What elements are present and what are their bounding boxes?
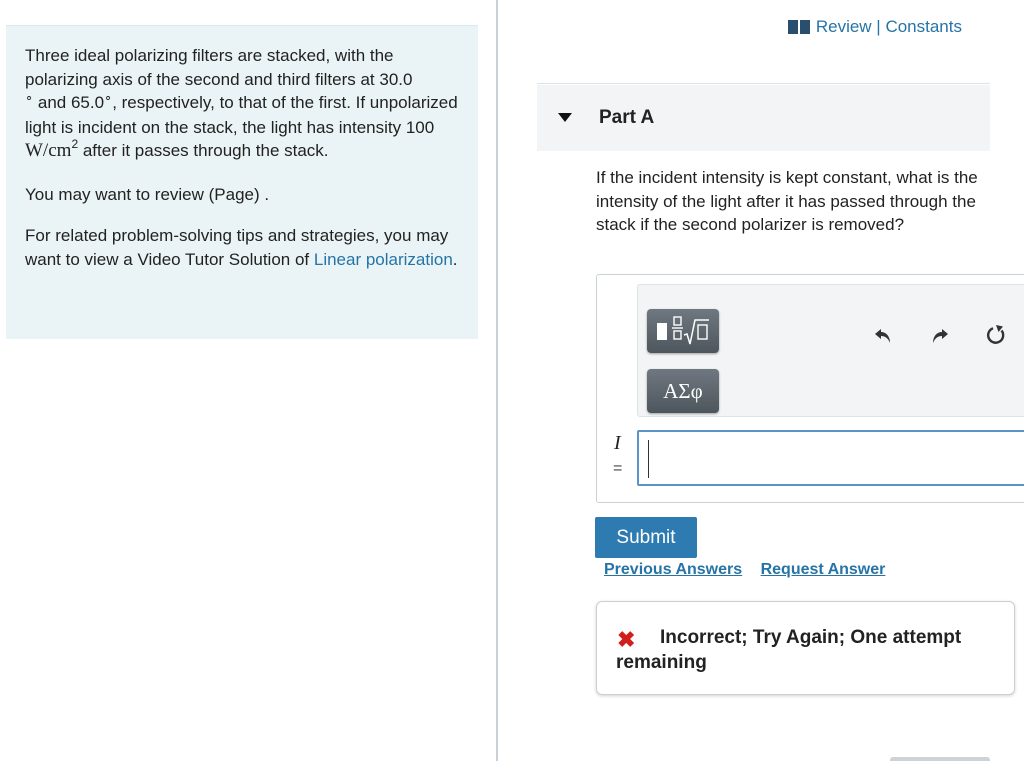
- answer-variable: I: [614, 432, 621, 454]
- answer-box: [596, 274, 1024, 503]
- offscreen-button-edge: [890, 757, 990, 761]
- submit-button[interactable]: Submit: [595, 517, 697, 558]
- problem-text: and 65.0: [33, 93, 105, 112]
- tips-end: .: [452, 249, 458, 269]
- template-button[interactable]: [647, 309, 719, 353]
- reset-icon[interactable]: [984, 323, 1008, 347]
- problem-panel: [6, 25, 478, 339]
- degree-symbol: ∘: [25, 90, 34, 105]
- unit-exponent: 2: [71, 137, 79, 151]
- template-icon: [657, 316, 710, 346]
- collapse-caret-icon[interactable]: [558, 113, 572, 122]
- tips-text: For related problem-solving tips and strategies, you may want to view a Video Tutor Solution of: [25, 226, 449, 269]
- redo-icon[interactable]: [928, 323, 952, 347]
- problem-statement: [25, 44, 460, 165]
- previous-answers-link[interactable]: Previous Answers: [604, 561, 743, 578]
- problem-text: , respectively, to that of the first. If unpolarized light is incident on the stack, the light has intensity 100: [25, 93, 458, 137]
- feedback-message: Incorrect; Try Again; One attempt remaining: [616, 627, 962, 673]
- book-icon: [788, 20, 810, 34]
- intensity-unit: W/cm: [25, 140, 72, 161]
- incorrect-x-icon: ✖: [617, 627, 636, 652]
- review-constants-link[interactable]: [788, 17, 962, 37]
- review-note: You may want to review (Page) .: [25, 184, 270, 204]
- part-a-header[interactable]: [537, 85, 990, 151]
- header-separator: [537, 83, 990, 84]
- tips-note: [25, 224, 460, 271]
- undo-icon[interactable]: [871, 323, 895, 347]
- problem-text: Three ideal polarizing filters are stacked, with the polarizing axis of the second and third filters at 30.0: [25, 46, 413, 89]
- linear-polarization-link[interactable]: Linear polarization: [313, 249, 453, 269]
- greek-symbols-button[interactable]: ΑΣφ: [647, 369, 719, 413]
- text-cursor: [648, 440, 649, 478]
- problem-text: after it passes through the stack.: [78, 141, 329, 160]
- math-toolbar: [637, 284, 1024, 417]
- column-divider: [496, 0, 498, 761]
- question-text: If the incident intensity is kept constant, what is the intensity of the light after it has passed through the stack if the second polarizer is removed?: [596, 168, 978, 234]
- degree-symbol: ∘: [104, 90, 113, 105]
- answer-links: [604, 561, 899, 579]
- equals-sign: =: [613, 460, 623, 477]
- review-constants-label: Review | Constants: [815, 17, 962, 36]
- request-answer-link[interactable]: Request Answer: [760, 561, 886, 578]
- feedback-box: [596, 601, 1015, 695]
- answer-input[interactable]: [637, 430, 1024, 486]
- part-title: Part A: [599, 107, 655, 128]
